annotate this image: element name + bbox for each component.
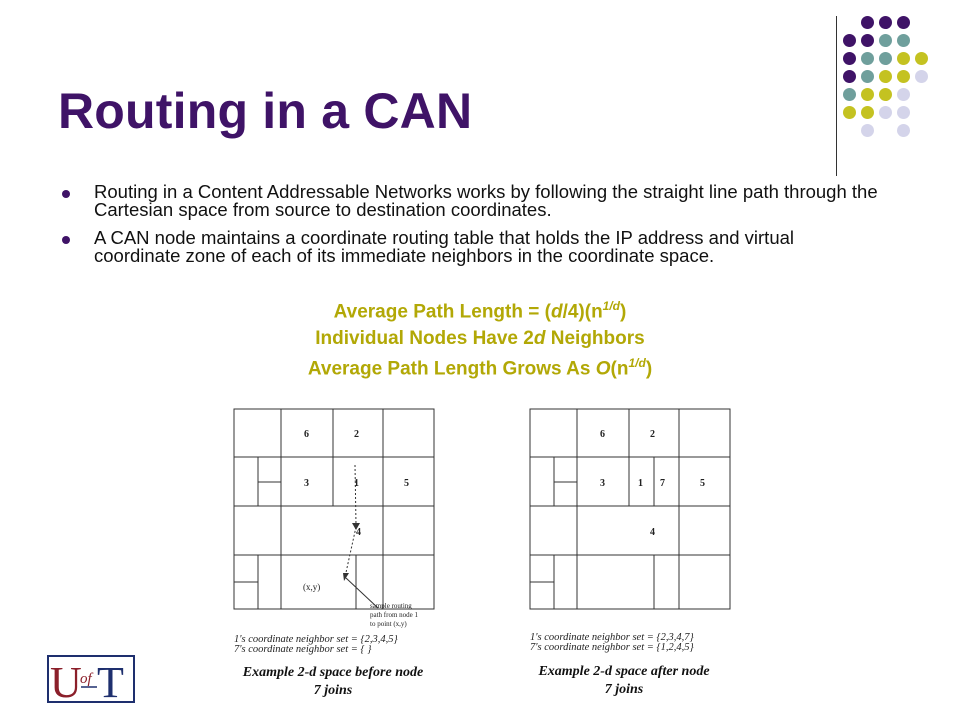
zone-label-4: 4: [650, 527, 655, 538]
decorative-dot: [879, 34, 892, 47]
annotation-line: path from node 1: [370, 611, 419, 619]
zone-label-5: 5: [700, 478, 705, 489]
zone-label-2: 2: [650, 429, 655, 440]
zone-label-1: 1: [354, 478, 359, 489]
formula-text: ): [620, 301, 627, 323]
formula-neighbors: [0, 328, 960, 350]
bullet-item: [60, 229, 880, 265]
decorative-dot: [897, 124, 910, 137]
decorative-dot: [897, 106, 910, 119]
decorative-dot: [879, 70, 892, 83]
annotation-line: sample routing: [370, 602, 412, 610]
caption-line: Example 2-d space before node: [242, 665, 424, 680]
neighbor-set-line: 7's coordinate neighbor set = { }: [234, 644, 372, 655]
figure-caption-after: [524, 663, 724, 699]
uoft-logo: [47, 655, 135, 703]
formula-text: ): [645, 358, 653, 380]
zone-label-6: 6: [304, 429, 309, 440]
neighbor-set-line: 1's coordinate neighbor set = {2,3,4,7}: [530, 632, 694, 643]
formula-average-path-length: [0, 299, 960, 323]
decorative-dot: [879, 52, 892, 65]
decorative-dot: [897, 16, 910, 29]
caption-line: 7 joins: [313, 683, 353, 698]
bullet-item: [60, 183, 880, 219]
formula-text: /4)(n: [562, 301, 603, 323]
formula-text: (n: [610, 358, 629, 380]
decorative-dot: [915, 52, 928, 65]
decorative-dot: [861, 70, 874, 83]
formula-var: d: [550, 301, 563, 323]
decorative-dot: [861, 52, 874, 65]
decorative-dot: [897, 34, 910, 47]
can-diagram-after: [524, 405, 744, 631]
logo-letter: T: [97, 658, 124, 703]
annotation-line: to point (x,y): [370, 620, 407, 628]
caption-line: Example 2-d space after node: [538, 664, 710, 679]
decorative-dot: [915, 70, 928, 83]
decorative-dot: [843, 88, 856, 101]
zone-label-4: 4: [356, 527, 361, 538]
formula-text: Individual Nodes Have 2: [315, 328, 534, 349]
decorative-dot: [843, 70, 856, 83]
formula-text: Neighbors: [545, 328, 645, 349]
decorative-dot: [879, 16, 892, 29]
bullet-dot-icon: [62, 190, 70, 198]
decorative-dot: [843, 34, 856, 47]
decorative-divider: [836, 16, 837, 176]
point-label-xy: (x,y): [303, 582, 321, 592]
decorative-dot: [861, 106, 874, 119]
zone-label-6: 6: [600, 429, 605, 440]
decorative-dot: [861, 16, 874, 29]
figure-caption-before: [228, 664, 438, 700]
logo-letter: U: [50, 658, 82, 703]
formula-exponent: 1/d: [628, 356, 646, 370]
formula-text: Average Path Length = (: [333, 301, 551, 323]
zone-label-5: 5: [404, 478, 409, 489]
neighbor-set-line: 1's coordinate neighbor set = {2,3,4,5}: [234, 634, 398, 645]
decorative-dot: [897, 70, 910, 83]
slide-title: Routing in a CAN: [58, 83, 473, 139]
decorative-dot: [843, 106, 856, 119]
decorative-dot: [879, 106, 892, 119]
formula-var: d: [533, 328, 546, 349]
decorative-dot: [897, 52, 910, 65]
formula-text: Average Path Length Grows As: [307, 358, 596, 380]
zone-label-7: 7: [660, 478, 665, 489]
logo-letter: of: [80, 671, 92, 687]
bullet-dot-icon: [62, 236, 70, 244]
formula-exponent: 1/d: [602, 299, 621, 313]
decorative-dot: [861, 34, 874, 47]
zone-label-1: 1: [638, 478, 643, 489]
caption-line: 7 joins: [604, 682, 644, 697]
formula-growth: [0, 356, 960, 380]
decorative-dot: [879, 88, 892, 101]
decorative-dot: [897, 88, 910, 101]
zone-label-2: 2: [354, 429, 359, 440]
neighbor-set-line: 7's coordinate neighbor set = {1,2,4,5}: [530, 642, 694, 653]
bullet-text: Routing in a Content Addressable Networks works by following the straight line path through the Cartesian space from source to destination coordinates.: [94, 181, 878, 220]
bullet-text: A CAN node maintains a coordinate routing table that holds the IP address and virtual coordinate zone of each of its immediate neighbors in the coordinate space.: [94, 227, 795, 266]
zone-label-3: 3: [600, 478, 605, 489]
can-diagram-before: [228, 405, 468, 637]
bullet-list: [60, 183, 880, 275]
formula-var: O: [595, 358, 611, 380]
decorative-dot: [861, 88, 874, 101]
zone-label-3: 3: [304, 478, 309, 489]
decorative-dot: [861, 124, 874, 137]
decorative-dot: [843, 52, 856, 65]
